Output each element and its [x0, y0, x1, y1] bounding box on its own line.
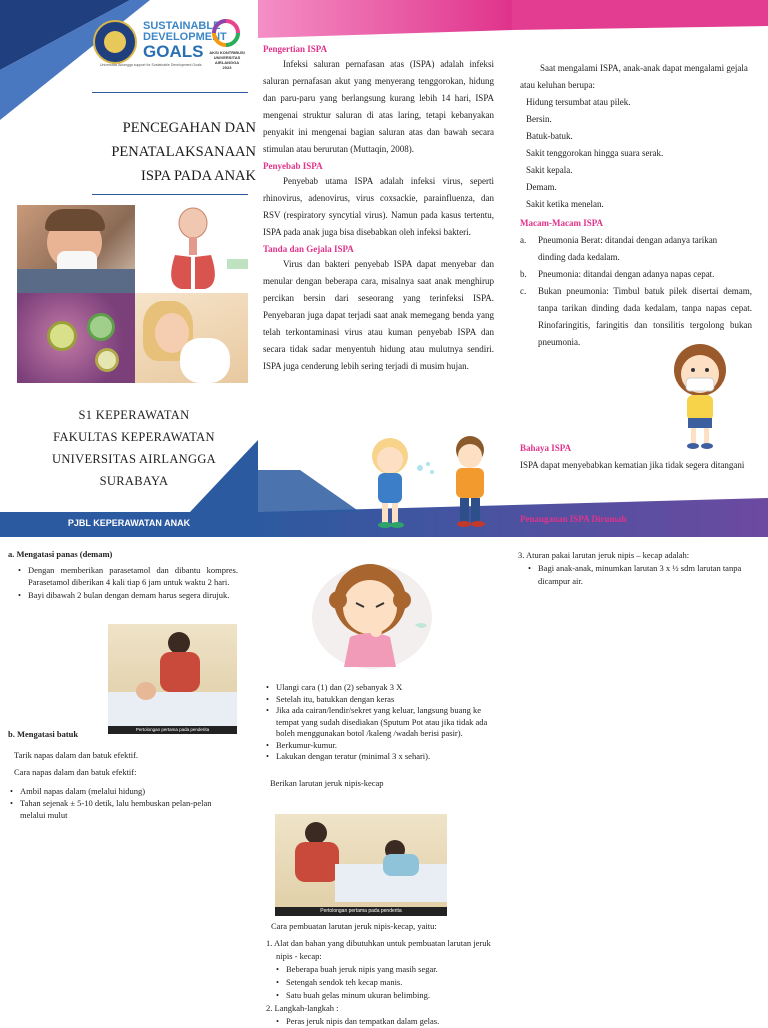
cara-title: Cara pembuatan larutan jeruk nipis-kecap, yaitu:	[271, 921, 437, 931]
symptom-item: Sakit ketika menelan.	[526, 199, 604, 209]
symptom-item: Bersin.	[526, 114, 552, 124]
step-item: • Ulangi cara (1) dan (2) sebanyak 3 X	[276, 682, 498, 694]
recipe-item-2: 2. Langkah-langkah :	[266, 1003, 339, 1013]
step-item: • Berkumur-kumur.	[276, 740, 498, 752]
org-line1: S1 KEPERAWATAN	[78, 408, 190, 422]
bahan-item: • Setengah sendok teh kecap manis.	[286, 976, 502, 989]
photo1-caption: Pertolongan pertama pada penderita	[108, 726, 237, 734]
batuk-line2: Cara napas dalam dan batuk efektif:	[14, 767, 137, 777]
aturan-item: • Bagi anak-anak, minumkan larutan 3 x ½ sdm larutan tanpa dicampur air.	[538, 562, 750, 588]
bahaya-section	[520, 440, 752, 474]
jeruk-recipe	[266, 920, 502, 1028]
university-seal	[93, 20, 137, 64]
badge-line4: 2023	[222, 65, 232, 70]
recipe-item-1: 1. Alat dan bahan yang dibutuhkan untuk pembuatan larutan jeruk nipis - kecap:	[266, 938, 491, 961]
step-item: • Setelah itu, batukkan dengan keras	[276, 694, 498, 706]
photo2-caption: Pertolongan pertama pada penderita	[275, 907, 447, 916]
bahaya-title: Bahaya ISPA	[520, 443, 572, 453]
org-line3: UNIVERSITAS AIRLANGGA	[52, 452, 216, 466]
middle-panel	[263, 42, 494, 375]
tanda-text: Virus dan bakteri penyebab ISPA dapat menyebar dan menular dengan beberapa cara, misalnya saat anak menghirup percikan bersin dari seseorang yang terinfeksi ISPA. Penyebaran juga dapat terjadi saat anak memegang benda yang telah terkontaminasi virus atau kuman penyebab ISPA dan secara tidak sadar menyentuh hidung atau mulutnya sendiri. ISPA juga cenderung lebih sering terjadi di musim hujan.	[263, 259, 494, 371]
step-item: • Lakukan dengan teratur (minimal 3 x sehari).	[276, 751, 498, 763]
penyebab-text: Penyebab utama ISPA adalah infeksi virus, seperti rhinovirus, adenovirus, virus coxsackie, parainfluenza, dan RSV (respiratory syncytial virus). Namun pada kasus tertentu, ISPA pada anak juga bisa disebabkan oleh infeksi bakteri.	[263, 176, 494, 237]
organization-block	[20, 404, 248, 492]
badge-line3: AIRLANGGA	[214, 60, 240, 65]
steps-section	[268, 682, 498, 790]
org-line2: FAKULTAS KEPERAWATAN	[53, 430, 215, 444]
bahan-item: • Satu buah gelas minum ukuran belimbing.	[286, 989, 502, 1002]
child-coughing-photo	[135, 293, 248, 383]
macam-text: Pneumonia: ditandai dengan adanya napas cepat.	[538, 269, 715, 279]
step-item: • Jika ada cairan/lendir/sekret yang keluar, langsung buang ke tempat yang sudah disediakan (Sputum Pot atau jika tidak ada boleh menggunakan botol /kaleng /wadah berisi pasir).	[276, 705, 498, 740]
sdg-logo-line2: DEVELOPMENT	[143, 31, 227, 43]
batuk-section	[8, 728, 238, 821]
cover-footer: PJBL KEPERAWATAN ANAK	[67, 518, 191, 528]
page2-right	[518, 549, 750, 588]
first-aid-photo-1	[108, 624, 237, 734]
divider	[92, 194, 248, 195]
batuk-line1: Tarik napas dalam dan batuk efektif.	[14, 750, 139, 760]
batuk-item: • Tahan sejenak ± 5-10 detik, lalu hembuskan pelan-pelan melalui mulut	[20, 797, 238, 821]
logo-tagline: Universitas Airlangga support for Sustainable Development Goals	[100, 63, 202, 67]
macam-text: Pneumonia Berat: ditandai dengan adanya tarikan dinding dada kedalam.	[538, 235, 718, 262]
badge-line2: UNIVERSITAS	[213, 55, 241, 60]
respiratory-diagram	[135, 205, 248, 293]
coughing-girl-illustration	[290, 555, 455, 673]
penanganan-banner: Penanganan ISPA Dirumah	[520, 514, 627, 524]
bahan-item: • Beberapa buah jeruk nipis yang masih segar.	[286, 963, 502, 976]
batuk-list	[8, 785, 238, 821]
langkah-list	[266, 1015, 502, 1028]
penyebab-title: Penyebab ISPA	[263, 161, 323, 171]
macam-list	[520, 232, 752, 351]
girl-with-mask-illustration	[660, 340, 744, 452]
bahaya-text: ISPA dapat menyebabkan kematian jika tidak segera ditangani	[520, 460, 745, 470]
list-marker: c.	[520, 286, 527, 296]
tanda-title: Tanda dan Gejala ISPA	[263, 244, 354, 254]
langkah-item: • Peras jeruk nipis dan tempatkan dalam gelas.	[286, 1015, 502, 1028]
lung-infection-illustration	[17, 293, 135, 383]
panas-title: a. Mengatasi panas (demam)	[8, 549, 113, 559]
pengertian-title: Pengertian ISPA	[263, 44, 328, 54]
symptom-item: Hidung tersumbat atau pilek.	[526, 97, 631, 107]
bahan-list	[266, 963, 502, 1002]
batuk-item: • Ambil napas dalam (melalui hidung)	[20, 785, 238, 797]
cover-title	[90, 116, 256, 188]
contribution-badge-text	[209, 50, 245, 70]
divider	[92, 92, 248, 93]
cover-title-line1: PENCEGAHAN DAN	[122, 120, 256, 136]
list-marker: a.	[520, 235, 527, 245]
contribution-badge-icon	[211, 18, 241, 48]
symptom-list	[520, 94, 752, 213]
symptom-item: Sakit tenggorokan hingga suara serak.	[526, 148, 664, 158]
cover-title-line3: ISPA PADA ANAK	[141, 168, 256, 184]
panas-item: • Dengan memberikan parasetamol dan dibantu kompres. Parasetamol diberikan 4 kali tiap 6 jam untuk waktu 2 hari.	[28, 565, 238, 588]
sdg-logo-line3: GOALS	[143, 42, 204, 61]
macam-item	[520, 232, 752, 266]
kids-sneezing-illustration	[360, 428, 496, 532]
steps-list	[268, 682, 498, 763]
symptoms-intro: Saat mengalami ISPA, anak-anak dapat mengalami gejala atau keluhan berupa:	[520, 63, 748, 90]
badge-line1: AKSI KONTRIBUSI	[209, 50, 245, 55]
first-aid-photo-2	[275, 814, 447, 916]
jeruk-intro: Berikan larutan jeruk nipis-kecap	[270, 777, 384, 788]
child-sneezing-photo	[17, 205, 135, 293]
right-panel	[520, 60, 752, 351]
pengertian-text: Infeksi saluran pernafasan atas (ISPA) adalah infeksi saluran pernafasan akut yang menyerang tenggorokan, hidung dan paru-paru yang berlangsung kurang lebih 14 hari, ISPA mengenai struktur saluran di atas laring, tetapi kebanyakan penyakit ini mengenai bagian saluran atas dan bawah secara stimulan atau berurutan (Muttaqin, 2008).	[263, 59, 494, 154]
panas-list	[8, 565, 238, 602]
cover-title-line2: PENATALAKSANAAN	[111, 144, 256, 160]
panas-item: • Bayi dibawah 2 bulan dengan demam harus segera dirujuk.	[28, 590, 238, 602]
sdg-logo-line1: SUSTAINABLE	[143, 20, 221, 32]
list-marker: b.	[520, 269, 527, 279]
recipe-item-3: 3. Aturan pakai larutan jeruk nipis – kecap adalah:	[518, 550, 690, 560]
macam-text: Bukan pneumonia: Timbul batuk pilek disertai demam, tanpa tarikan dinding dada kedalam, tanpa napas cepat. Rinofaringitis, faringitis dan tonsilitis tergolong bukan pneumonia.	[538, 286, 752, 347]
page2-left	[8, 548, 238, 602]
macam-title: Macam-Macam ISPA	[520, 218, 604, 228]
batuk-title: b. Mengatasi batuk	[8, 729, 79, 739]
macam-item	[520, 266, 752, 283]
symptom-item: Demam.	[526, 182, 557, 192]
symptom-item: Sakit kepala.	[526, 165, 573, 175]
org-line4: SURABAYA	[99, 474, 169, 488]
symptom-item: Batuk-batuk.	[526, 131, 573, 141]
aturan-list	[518, 562, 750, 588]
